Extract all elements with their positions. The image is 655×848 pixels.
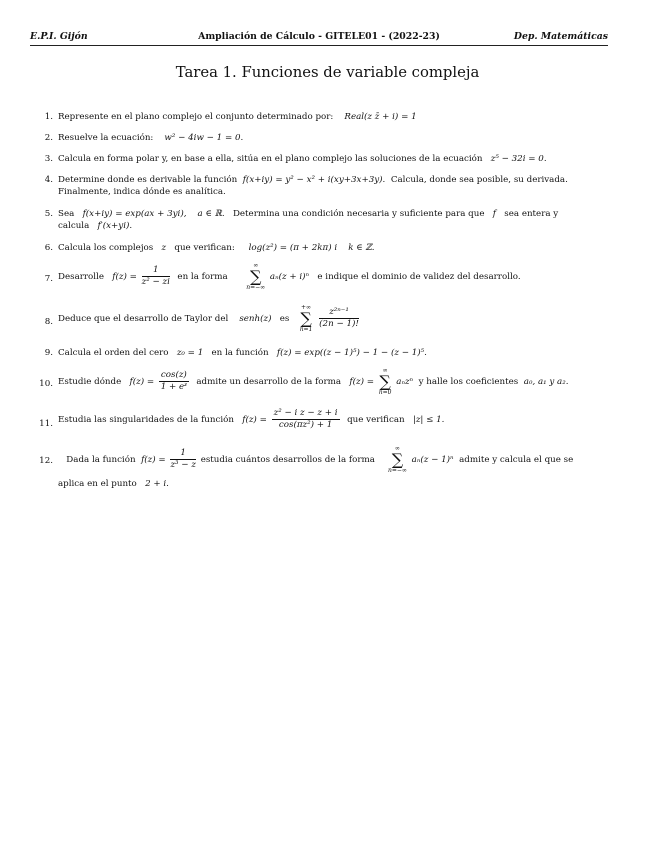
exercise-formula: w² − 4iw − 1 = 0. [164,133,244,143]
exercise-text: Determine donde es derivable la función [58,175,238,185]
exercise-12 [30,445,608,491]
sigma-icon: ∑ [300,309,312,328]
exercise-text: Estudia las singularidades de la función [58,415,234,425]
exercise-formula: z₀ = 1 [176,348,204,358]
exercise-formula: f(z) = [349,377,375,387]
sigma-icon: ∑ [249,267,262,286]
exercise-number: 10. [39,379,53,389]
exercise-formula: f(x+iy) = exp(ax + 3yi), [82,209,187,219]
exercise-formula: f(z) = exp((z − 1)⁵) − 1 − (z − 1)⁵. [276,348,427,358]
exercise-formula: log(z²) = (π + 2kπ) i [248,243,338,253]
fraction [272,408,340,431]
exercise-formula: aₙ(z + i)ⁿ [269,272,310,282]
exercise-text: Dada la función [66,455,136,465]
exercise-formula: f [492,209,496,219]
exercise-text: que verifican: [174,243,235,253]
exercise-9 [30,347,608,359]
exercise-formula: f(z) = [242,415,267,425]
exercise-3 [30,153,608,165]
fraction-denominator: z² − zi [141,277,170,287]
exercise-text: admite un desarrollo de la forma [196,377,342,387]
exercise-number: 2. [44,133,53,143]
summation [300,304,313,333]
sum-upper-limit: ∞ [253,262,259,269]
exercise-number: 1. [44,112,53,122]
exercise-formula: 2 + i. [145,479,169,489]
fraction-denominator: z³ − z [170,460,196,470]
fraction-numerator: z² − i z − z + i [273,408,338,418]
fraction [159,370,189,393]
exercise-2 [30,132,608,144]
summation [246,262,265,291]
sigma-icon: ∑ [379,372,391,391]
exercise-text: sea entera y [504,209,559,219]
exercise-text: y halle los coeficientes [418,377,519,387]
exercise-formula: aₙzⁿ [396,377,414,387]
exercise-formula: Real(z z̄ + i) = 1 [344,112,417,122]
sum-upper-limit: ∞ [394,445,400,452]
sigma-icon: ∑ [391,450,404,469]
exercise-text: e indique el dominio de validez del desarrollo. [317,272,521,282]
exercise-8 [30,304,608,333]
exercise-formula: f(x+iy) = y² − x² + i(xy+3x+3y). [242,175,386,185]
sum-lower-limit: n=0 [378,389,392,396]
fraction-numerator: 1 [170,448,195,460]
exercise-text: Resuelve la ecuación: [58,133,154,143]
fraction [319,307,359,330]
exercise-text: Calcula, donde sea posible, su derivada. [390,175,568,185]
exercise-11 [30,408,608,431]
sum-lower-limit: n=−∞ [246,284,266,291]
exercise-7 [30,262,608,291]
exercise-10 [30,367,608,396]
header-department: Dep. Matemáticas [513,31,608,42]
exercise-number: 4. [44,175,53,185]
fraction [142,265,170,288]
exercise-formula: aₙ(z − 1)ⁿ [411,455,454,465]
exercise-text: en la forma [177,272,228,282]
exercise-5 [30,208,608,232]
exercise-text: Deduce que el desarrollo de Taylor del [58,314,229,324]
header-course: Ampliación de Cálculo - GITELE01 - (2022-23) [198,31,440,42]
page-header [30,31,608,46]
exercise-formula: a ∈ ℝ. [197,209,225,219]
exercise-text: Calcula los complejos [58,243,154,253]
fraction-numerator: z²ⁿ⁻¹ [319,307,359,319]
exercise-text: calcula [58,221,90,231]
exercise-formula: a₀, a₁ y a₂. [523,377,569,387]
exercise-1 [30,111,608,123]
fraction-numerator: cos(z) [160,370,187,380]
exercise-text: admite y calcula el que se [459,455,574,465]
fraction [170,448,195,471]
exercise-formula: f(z) = [141,455,166,465]
exercise-formula: |z| ≤ 1. [412,415,445,425]
exercise-formula: f′(x+yi). [97,221,133,231]
exercise-text: Finalmente, indica dónde es analítica. [58,187,226,197]
exercise-text: que verifican [347,415,405,425]
sum-lower-limit: n=1 [299,326,313,333]
exercise-formula: f(z) = [129,377,155,387]
exercise-number: 11. [39,419,53,429]
exercise-text: Desarrolle [58,272,104,282]
sum-lower-limit: n=−∞ [387,467,407,474]
exercise-formula: f(z) = [112,272,137,282]
exercise-text: es [279,314,290,324]
exercise-formula: z [161,243,167,253]
exercise-number: 7. [44,274,53,284]
exercise-text: en la función [211,348,269,358]
fraction-denominator: 1 + eᶻ [160,382,188,392]
exercise-text: estudia cuántos desarrollos de la forma [200,455,375,465]
exercise-text: Calcula en forma polar y, en base a ella, sitúa en el plano complejo las soluciones de la ecuación [58,154,483,164]
summation [388,445,407,474]
exercise-text: Determina una condición necesaria y suficiente para que [232,209,485,219]
exercise-text: Sea [58,209,75,219]
sum-upper-limit: +∞ [301,304,312,311]
exercise-text: Represente en el plano complejo el conjunto determinado por: [58,112,334,122]
exercise-number: 8. [44,317,53,327]
exercise-text: Calcula el orden del cero [58,348,169,358]
exercise-text: Estudie dónde [58,377,122,387]
exercise-4 [30,174,608,198]
exercise-formula: k ∈ ℤ. [348,243,375,253]
exercise-number: 12. [39,456,53,466]
fraction-numerator: 1 [142,265,170,277]
document-title: Tarea 1. Funciones de variable compleja [175,64,480,81]
summation [379,367,392,396]
fraction-denominator: (2n − 1)! [319,319,359,329]
sum-upper-limit: ∞ [382,367,388,374]
exercise-text: aplica en el punto [58,479,137,489]
header-institution: E.P.I. Gijón [30,31,88,42]
exercise-6 [30,242,608,254]
exercise-number: 9. [44,348,53,358]
exercise-number: 5. [44,209,53,219]
exercise-number: 3. [44,154,53,164]
exercise-formula: senh(z) [239,314,272,324]
exercise-number: 6. [44,243,53,253]
fraction-denominator: cos(πz²) + 1 [278,420,333,430]
exercise-formula: z⁵ − 32i = 0. [490,154,547,164]
